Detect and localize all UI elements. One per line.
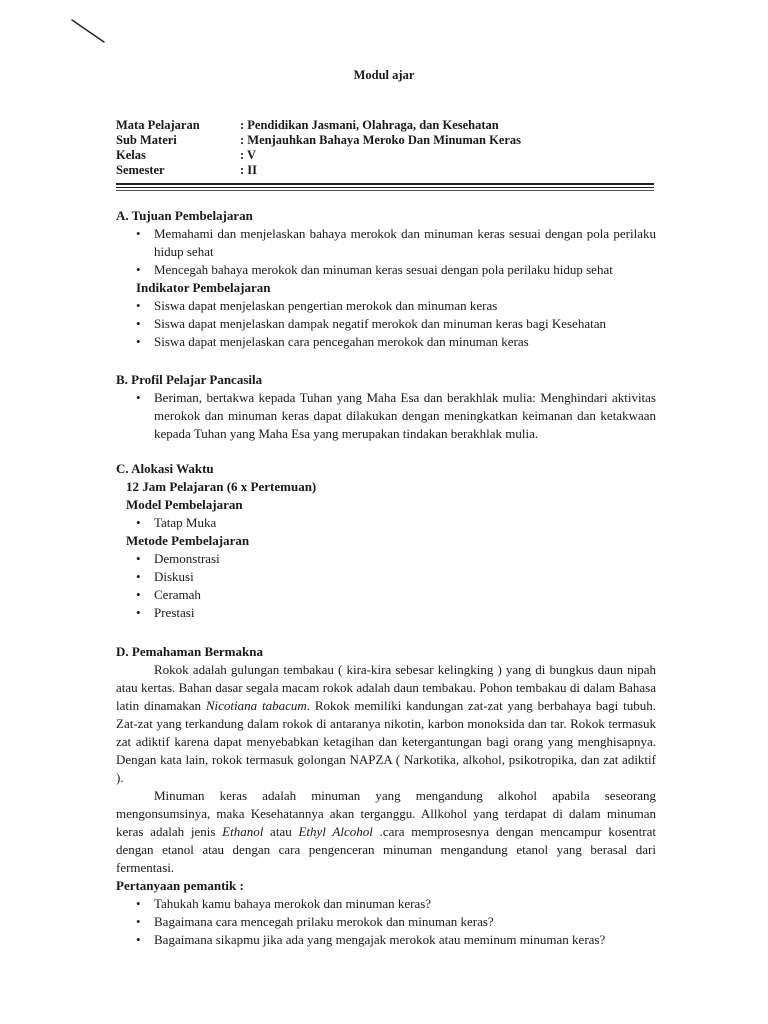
chemical-name: Ethyl Alcohol [298, 824, 373, 839]
list-item: • Tahukah kamu bahaya merokok dan minuman keras? [136, 895, 656, 913]
meta-row-subject [116, 118, 521, 133]
model-list [116, 514, 656, 532]
list-item: • Beriman, bertakwa kepada Tuhan yang Maha Esa dan berakhlak mulia: Menghindari aktivitas merokok dan minuman keras dapat dilakukan dengan meningkatkan keimanan dan ketakwaan kepada Tuhan yang Maha Esa yang merupakan tindakan berakhlak mulia. [136, 389, 656, 443]
question-list [116, 895, 656, 949]
list-item: • Tatap Muka [136, 514, 656, 532]
subsection-heading: Model Pembelajaran [126, 497, 243, 512]
meta-value: : Menjauhkan Bahaya Meroko Dan Minuman Keras [240, 133, 522, 147]
meta-value: : V [240, 148, 257, 162]
list-item: • Siswa dapat menjelaskan cara pencegahan merokok dan minuman keras [136, 333, 656, 351]
meta-row-class [116, 148, 521, 163]
paragraph-text: . Rokok memiliki kandungan zat-zat yang berbahaya bagi tubuh. Zat-zat yang terkandung dalam rokok di antaranya nikotin, karbon monoksida dan tar. Rokok termasuk zat adiktif karena dapat menyebabkan ketagihan dan ketergantungan bagi orang yang menghisapnya. Dengan kata lain, rokok termasuk golongan NAPZA ( Narkotika, alkohol, psikotropika, dan zat adiktif ). [116, 698, 657, 785]
time-allocation: 12 Jam Pelajaran (6 x Pertemuan) [126, 479, 317, 494]
list-item: • Siswa dapat menjelaskan dampak negatif merokok dan minuman keras bagi Kesehatan [136, 315, 656, 333]
paragraph-minuman-keras [116, 787, 656, 877]
meta-value: : Pendidikan Jasmani, Olahraga, dan Kesehatan [240, 118, 499, 132]
indicator-list [116, 297, 656, 351]
header-divider [116, 187, 654, 188]
section-heading: C. Alokasi Waktu [116, 461, 214, 476]
subsection-heading: Indikator Pembelajaran [136, 280, 271, 295]
section-heading: D. Pemahaman Bermakna [116, 644, 263, 659]
meta-key: Sub Materi [116, 133, 177, 147]
section-heading: A. Tujuan Pembelajaran [116, 208, 253, 223]
list-item: • Ceramah [136, 586, 656, 604]
list-item: • Mencegah bahaya merokok dan minuman keras sesuai dengan pola perilaku hidup sehat [136, 261, 656, 279]
paragraph-text: Rokok adalah gulungan tembakau ( kira-kira sebesar kelingking ) yang di bungkus daun nipah atau kertas. Bahan dasar segala macam rokok adalah daun tembakau. Pohon tembakau di dalam Bahasa latin dinamakan [116, 662, 656, 713]
profile-list [116, 389, 656, 443]
latin-name: Nicotiana tabacum [205, 698, 307, 713]
list-item: • Diskusi [136, 568, 656, 586]
list-item: • Demonstrasi [136, 550, 656, 568]
section-d [116, 643, 656, 949]
meta-key: Semester [116, 163, 165, 177]
paragraph-rokok [116, 661, 656, 787]
chemical-name: Ethanol [222, 824, 264, 839]
list-item: • Prestasi [136, 604, 656, 622]
meta-row-semester [116, 163, 521, 178]
subsection-heading: Pertanyaan pemantik : [116, 878, 244, 893]
list-item: • Bagaimana sikapmu jika ada yang mengajak merokok atau meminum minuman keras? [136, 931, 656, 949]
section-b [116, 371, 656, 443]
meta-value: : II [240, 163, 258, 177]
pen-stroke-mark [70, 16, 110, 46]
meta-key: Mata Pelajaran [116, 118, 200, 132]
section-a [116, 207, 656, 351]
meta-row-sub-material [116, 133, 521, 148]
paragraph-text: Minuman keras adalah minuman yang mengandung alkohol apabila seseorang mengonsumsinya, maka Kesehatannya akan terganggu. Allkohol yang terdapat di dalam minuman keras adalah jenis [116, 788, 656, 839]
list-item: • Siswa dapat menjelaskan pengertian merokok dan minuman keras [136, 297, 656, 315]
meta-table [116, 118, 521, 178]
method-list [116, 550, 656, 622]
header-divider [116, 190, 654, 191]
meta-key: Kelas [116, 148, 146, 162]
subsection-heading: Metode Pembelajaran [126, 533, 250, 548]
list-item: • Bagaimana cara mencegah prilaku merokok dan minuman keras? [136, 913, 656, 931]
section-heading: B. Profil Pelajar Pancasila [116, 372, 263, 387]
paragraph-text: atau [263, 824, 299, 839]
page-title: Modul ajar [353, 68, 415, 82]
list-item: • Memahami dan menjelaskan bahaya merokok dan minuman keras sesuai dengan pola perilaku hidup sehat [136, 225, 656, 261]
objective-list [116, 225, 656, 279]
paragraph-text: .cara memprosesnya dengan mencampur kosentrat dengan etanol atau dengan cara pengenceran minuman mengandung etanol yang berasal dari fermentasi. [116, 824, 656, 875]
section-c [116, 460, 656, 622]
header-divider [116, 183, 654, 185]
